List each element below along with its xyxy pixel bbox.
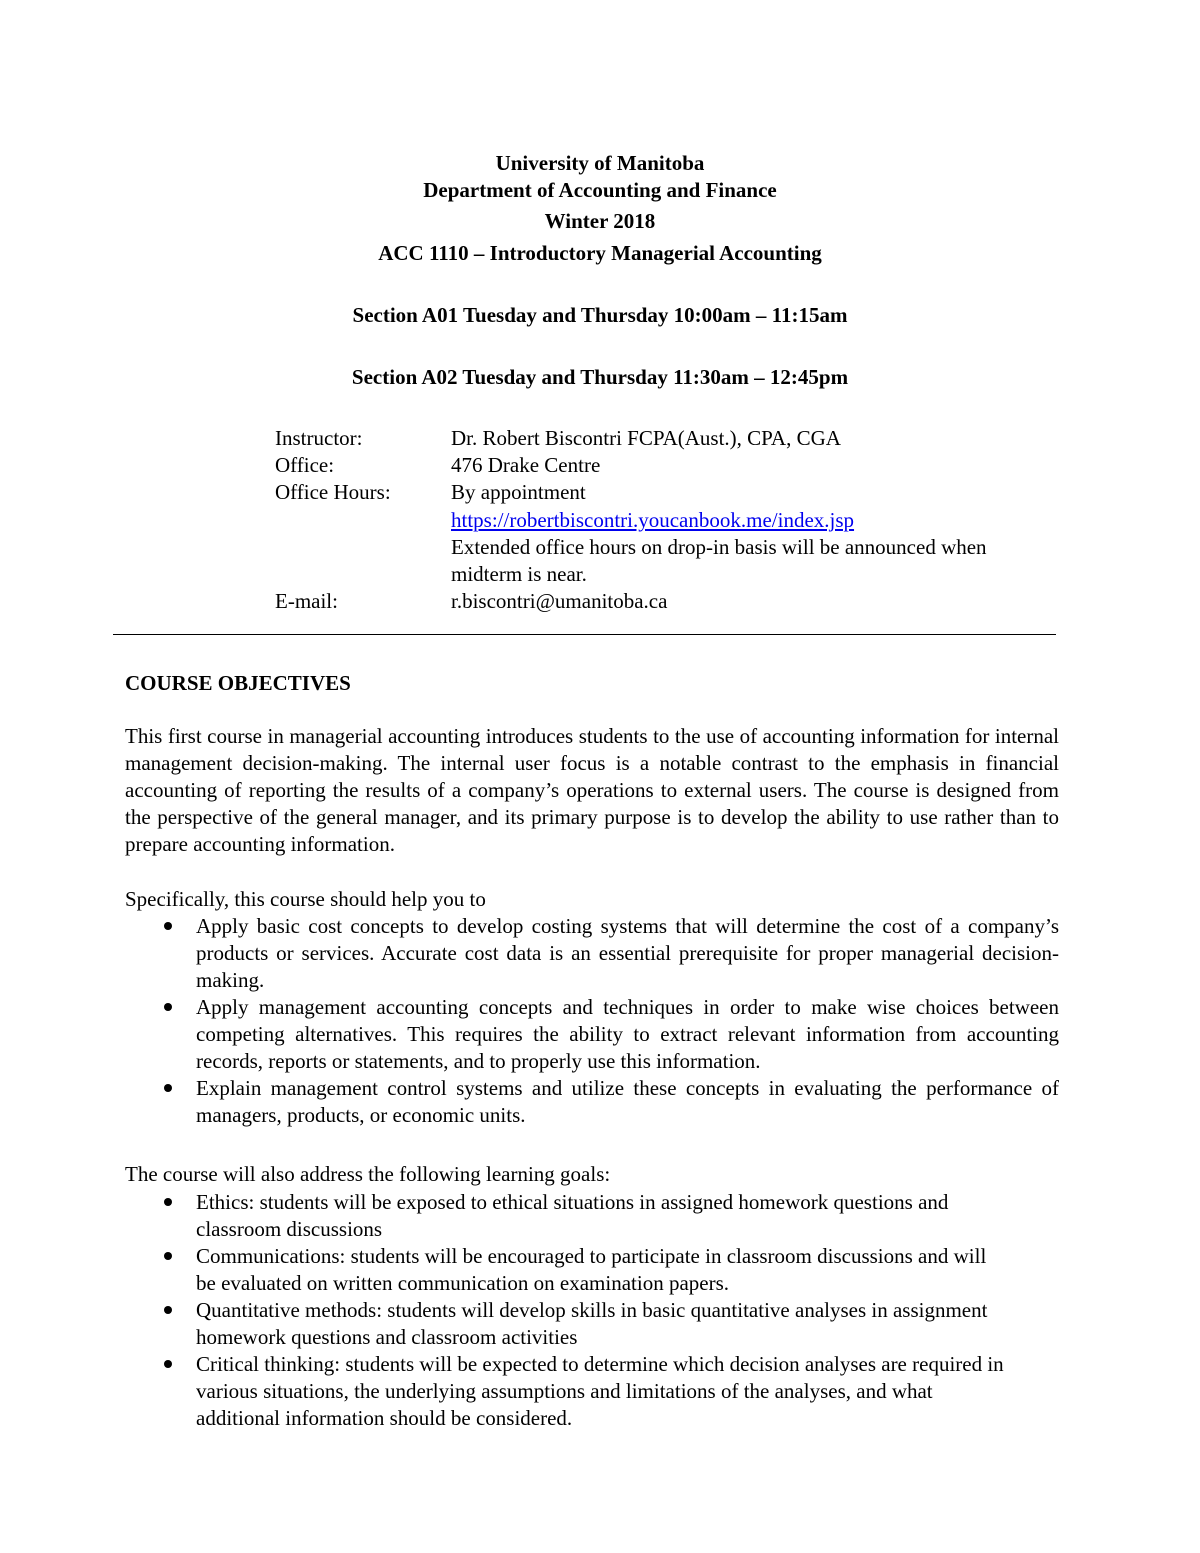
bullet-icon	[164, 1003, 172, 1011]
bullet-icon	[164, 1360, 172, 1368]
learning-goals-lead: The course will also address the following learning goals:	[125, 1162, 611, 1186]
bullet-icon	[164, 1306, 172, 1314]
list-item-text: Communications: students will be encouraged to participate in classroom discussions and will be evaluated on written communication on examination papers.	[196, 1244, 987, 1295]
list-item-text: Apply management accounting concepts and techniques in order to make wise choices between competing alternatives. This requires the ability to extract relevant information from accounting records, reports or statements, and to properly use this information.	[196, 995, 1059, 1073]
section-a01: Section A01 Tuesday and Thursday 10:00am – 11:15am	[352, 303, 848, 327]
list-item	[125, 1189, 1005, 1243]
office-hours-label: Office Hours:	[275, 480, 391, 504]
course-title: ACC 1110 – Introductory Managerial Accounting	[378, 241, 822, 265]
bullet-icon	[164, 1252, 172, 1260]
list-item	[125, 994, 1059, 1075]
list-item	[125, 1075, 1059, 1129]
list-item	[125, 1243, 1005, 1297]
list-item-text: Explain management control systems and utilize these concepts in evaluating the performance of managers, products, or economic units.	[196, 1076, 1059, 1127]
learning-goals-list	[125, 1189, 1005, 1432]
office-hours-value: By appointment	[451, 480, 586, 504]
office-label: Office:	[275, 453, 335, 477]
list-item-text: Critical thinking: students will be expected to determine which decision analyses are required in various situations, the underlying assumptions and limitations of the analyses, and what additional information should be considered.	[196, 1352, 1004, 1430]
horizontal-rule	[113, 634, 1056, 635]
list-item-text: Ethics: students will be exposed to ethical situations in assigned homework questions and classroom discussions	[196, 1190, 949, 1241]
instructor-value: Dr. Robert Biscontri FCPA(Aust.), CPA, CGA	[451, 426, 841, 450]
email-label: E-mail:	[275, 589, 338, 613]
bullet-icon	[164, 1084, 172, 1092]
list-item-text: Apply basic cost concepts to develop costing systems that will determine the cost of a company’s products or services. Accurate cost data is an essential prerequisite for proper managerial decision-making.	[196, 914, 1059, 992]
list-item-text: Quantitative methods: students will develop skills in basic quantitative analyses in assignment homework questions and classroom activities	[196, 1298, 988, 1349]
bullet-icon	[164, 1198, 172, 1206]
department-name: Department of Accounting and Finance	[423, 178, 777, 202]
office-hours-note-line1: Extended office hours on drop-in basis will be announced when	[451, 535, 987, 559]
booking-link[interactable]: https://robertbiscontri.youcanbook.me/index.jsp	[451, 508, 855, 532]
objectives-list	[125, 913, 1059, 1129]
course-objectives-heading: COURSE OBJECTIVES	[125, 671, 351, 695]
term: Winter 2018	[544, 209, 656, 233]
office-value: 476 Drake Centre	[451, 453, 601, 477]
bullet-icon	[164, 922, 172, 930]
list-item	[125, 1297, 1005, 1351]
objectives-lead: Specifically, this course should help you to	[125, 887, 486, 911]
email-value: r.biscontri@umanitoba.ca	[451, 589, 668, 613]
office-hours-note-line2: midterm is near.	[451, 562, 587, 586]
instructor-label: Instructor:	[275, 426, 363, 450]
list-item	[125, 913, 1059, 994]
university-name: University of Manitoba	[495, 151, 705, 175]
section-a02: Section A02 Tuesday and Thursday 11:30am – 12:45pm	[351, 365, 849, 389]
list-item	[125, 1351, 1005, 1432]
objectives-intro: This first course in managerial accounting introduces students to the use of accounting information for internal management decision-making. The internal user focus is a notable contrast to the emphasis in financial accounting of reporting the results of a company’s operations to external users. The course is designed from the perspective of the general manager, and its primary purpose is to develop the ability to use rather than to prepare accounting information.	[125, 724, 1059, 856]
